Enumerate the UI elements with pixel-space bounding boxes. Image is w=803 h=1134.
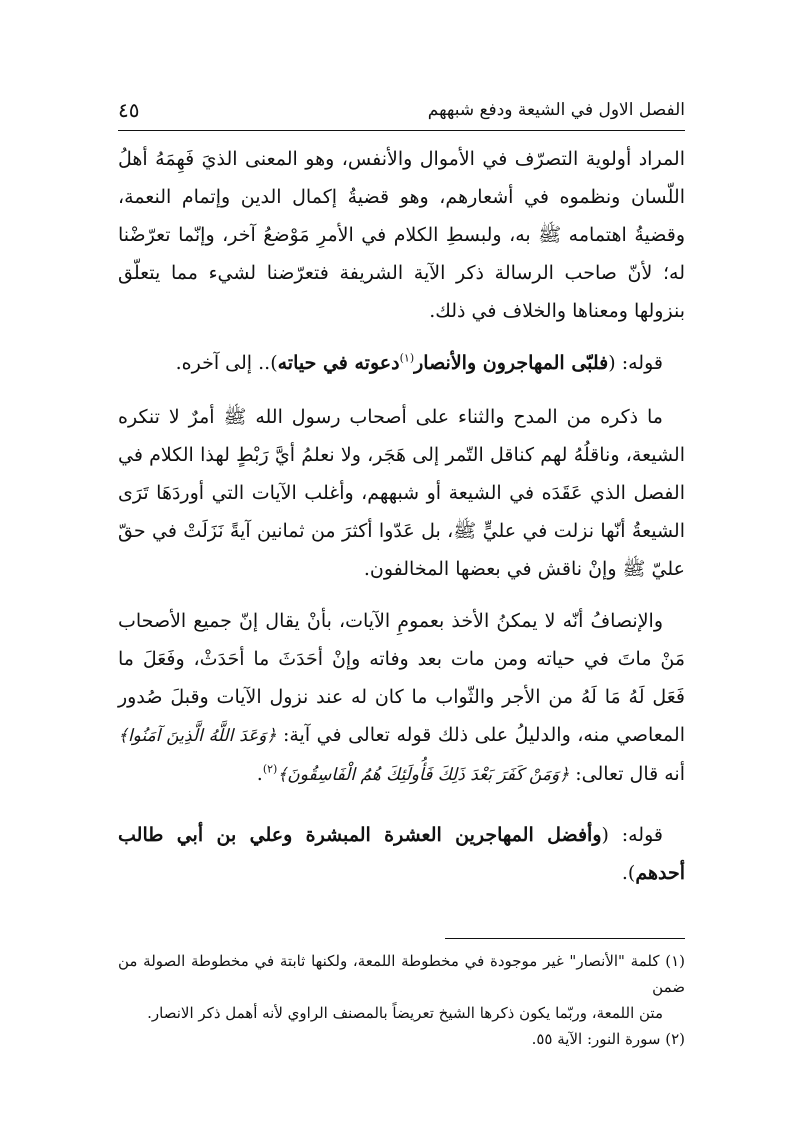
footnote-ref-1[interactable]: (١): [399, 351, 415, 365]
quote-suffix: ).. إلى آخره.: [175, 352, 278, 374]
paragraph-3-mid: أنه قال تعالى:: [569, 763, 685, 785]
footnote-divider: [445, 938, 685, 939]
quote-bold-a: فلبّى المهاجرون والأنصار: [414, 352, 609, 374]
paragraph-1: المراد أولوية التصرّف في الأموال والأنفس، وهو المعنى الذيَ فَهِمَهُ أهلُ اللّسان ونظموه في أشعارهم، وهو قضيةُ إكمال الدين وإتمام النعمة، وقضيةُ اهتمامه ﷺ به، ولبسطِ الكلام في الأمرِ مَوْضعُ آخر، وإنّما تعرّضْنا له؛ لأنّ صاحب الرسالة ذكر الآية الشريفة فتعرّضنا لشيء مما يتعلّق بنزولها ومعناها والخلاف في ذلك.: [118, 148, 685, 322]
chapter-title: الفصل الاول في الشيعة ودفع شبههم: [427, 100, 685, 120]
quote-heading-1: [118, 344, 685, 382]
quote2-bold: وأفضل المهاجرين العشرة المبشرة وعلي بن أبي طالب أحدهم: [118, 824, 685, 884]
footnote-1-line-2: متن اللمعة، وربّما يكون ذكرها الشيخ تعريضاً بالمصنف الراوي لأنه أهمل ذكر الانصار.: [147, 1004, 663, 1022]
quote-prefix: قوله: (: [608, 352, 663, 374]
page-number: ٤٥: [118, 98, 140, 122]
quote-heading-2: [118, 816, 685, 892]
quote2-prefix: قوله: (: [601, 824, 663, 846]
quote2-suffix: ).: [621, 862, 636, 884]
footnote-2: (٢) سورة النور: الآية ٥٥.: [531, 1030, 685, 1048]
main-text: [118, 140, 685, 906]
paragraph-3-text: والإنصافُ أنّه لا يمكنُ الأخذ بعمومِ الآيات، بأنْ يقال إنّ جميع الأصحاب مَنْ ماتَ في حياته ومن مات بعد وفاته وإنْ أحَدَثَ ما أحَدَثْ، وفَعَلَ ما فَعَل لَهُ مَا لَهُ من الأجر والثّواب ما كان له عند نزول الآيات وقبلَ صُدور المعاصي منه، والدليلُ على ذلك قوله تعالى في آية:: [118, 610, 685, 746]
quote-bold-b: دعوته في حياته: [277, 352, 400, 374]
footnote-ref-2[interactable]: (٢): [262, 762, 278, 776]
paragraph-3: [118, 602, 685, 794]
paragraph-3-end: .: [256, 763, 263, 785]
quran-verse-2: ﴿وَمَنْ كَفَرَ بَعْدَ ذَلِكَ فَأُولَئِكَ هُمُ الْفَاسِقُونَ﴾: [277, 765, 570, 785]
footnote-1-line-1: (١) كلمة "الأنصار" غير موجودة في مخطوطة اللمعة، ولكنها ثابتة في مخطوطة الصولة من ضمن: [118, 952, 685, 996]
running-header: [118, 96, 685, 131]
footnotes: [118, 948, 685, 1052]
quran-verse-1: ﴿وَعَدَ اللَّهُ الَّذِينَ آمَنُوا﴾: [118, 726, 277, 746]
paragraph-2: ما ذكره من المدح والثناء على أصحاب رسول الله ﷺ أمرٌ لا تنكره الشيعة، وناقلُهُ لهم كناقل التّمر إلى هَجَر، ولا نعلمُ أيَّ رَبْطٍ لهذا الكلام في الفصل الذي عَقَدَه في الشيعة أو شبههم، وأغلب الآيات التي أوردَهَا تَرَى الشيعةُ أنّها نزلت في عليٍّ ﷺ، بل عَدّوا أكثرَ من ثمانين آيةً نَزَلَتْ في حقّ عليّ ﷺ وإنْ ناقش في بعضها المخالفون.: [118, 406, 685, 580]
